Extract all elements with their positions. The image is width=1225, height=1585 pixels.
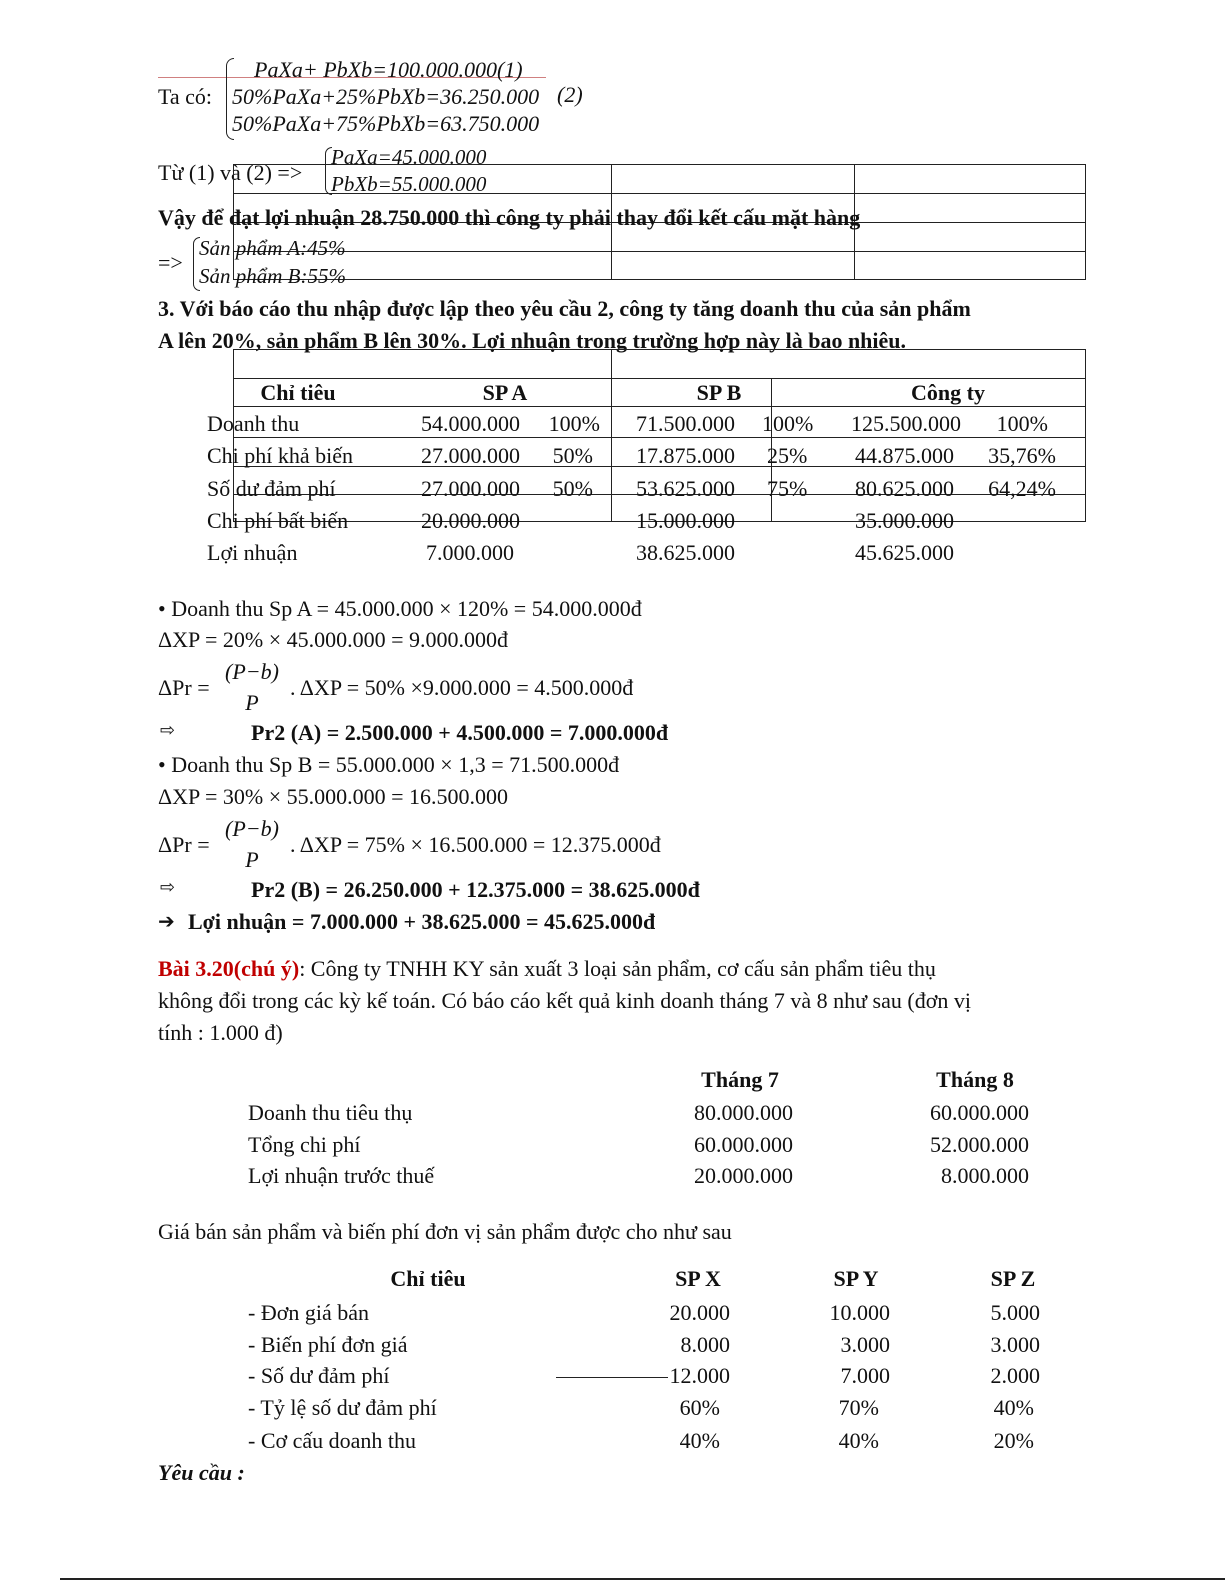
calc-a-line2: ΔXP = 20% × 45.000.000 = 9.000.000đ bbox=[158, 627, 509, 652]
income-row-c: 35.000.000 bbox=[855, 508, 954, 533]
income-row-a: 27.000.000 bbox=[421, 443, 520, 468]
income-header-chitieu: Chỉ tiêu bbox=[260, 380, 336, 405]
exercise-line3: tính : 1.000 đ) bbox=[158, 1020, 283, 1045]
income-row-a: 20.000.000 bbox=[421, 508, 520, 533]
exercise-text1: : Công ty TNHH KY sản xuất 3 loại sản phẩm, cơ cấu sản phẩm tiêu thụ bbox=[299, 956, 936, 981]
month-row-label: Lợi nhuận trước thuế bbox=[248, 1163, 435, 1188]
total-arrow-icon: ➔ bbox=[158, 909, 175, 933]
calc-a-line1: • Doanh thu Sp A = 45.000.000 × 120% = 54.000.000đ bbox=[158, 596, 642, 621]
derive-eq1: PaXa=45.000.000 bbox=[331, 145, 487, 169]
income-row-label: Chi phí khả biến bbox=[207, 443, 354, 468]
calc-a-result: Pr2 (A) = 2.500.000 + 4.500.000 = 7.000.000đ bbox=[251, 720, 669, 745]
derive-eq2: PbXb=55.000.000 bbox=[331, 172, 487, 196]
income-row-a-pct: 100% bbox=[548, 411, 600, 436]
calc-a-fraction-denominator: P bbox=[245, 690, 259, 715]
price-row-z: 3.000 bbox=[990, 1332, 1040, 1357]
income-row-label: Số dư đảm phí bbox=[207, 476, 336, 501]
income-row-b-pct: 25% bbox=[767, 443, 808, 468]
income-row-c-pct: 100% bbox=[996, 411, 1048, 436]
exercise-line2: không đổi trong các kỳ kế toán. Có báo cáo kết quả kinh doanh tháng 7 và 8 như sau (đơn vị bbox=[158, 988, 971, 1013]
price-header-spz: SP Z bbox=[990, 1266, 1036, 1291]
income-header-spa: SP A bbox=[482, 380, 528, 405]
income-row-c: 45.625.000 bbox=[855, 540, 954, 565]
question3-line1: 3. Với báo cáo thu nhập được lập theo yêu cầu 2, công ty tăng doanh thu của sản phẩm bbox=[158, 296, 971, 321]
upper-grid-row-line bbox=[233, 193, 1086, 194]
month-row-label: Tổng chi phí bbox=[248, 1132, 361, 1157]
income-row-b: 15.000.000 bbox=[636, 508, 735, 533]
month-header-7: Tháng 7 bbox=[701, 1067, 779, 1092]
conclusion-text: Vậy để đạt lợi nhuận 28.750.000 thì công ty phải thay đổi kết cấu mặt hàng bbox=[158, 205, 861, 230]
income-row-label: Lợi nhuận bbox=[207, 540, 298, 565]
system-eq1: PaXa+ PbXb=100.000.000(1) bbox=[254, 57, 523, 82]
month-row-m8: 8.000.000 bbox=[941, 1163, 1029, 1188]
income-header-spb: SP B bbox=[696, 380, 742, 405]
calc-b-fraction-numerator: (P−b) bbox=[225, 816, 279, 841]
price-row-z: 20% bbox=[993, 1428, 1034, 1453]
calc-a-fraction-numerator: (P−b) bbox=[225, 659, 279, 684]
structure-arrow: => bbox=[158, 250, 183, 275]
price-row-y: 10.000 bbox=[829, 1300, 890, 1325]
price-row-z: 5.000 bbox=[990, 1300, 1040, 1325]
month-header-8: Tháng 8 bbox=[936, 1067, 1014, 1092]
income-row-a-pct: 50% bbox=[552, 443, 593, 468]
price-header-chitieu: Chỉ tiêu bbox=[390, 1266, 466, 1291]
income-row-c: 80.625.000 bbox=[855, 476, 954, 501]
income-row-b: 17.875.000 bbox=[636, 443, 735, 468]
income-row-b: 38.625.000 bbox=[636, 540, 735, 565]
calc-a-dpr-label: ΔPr = bbox=[158, 675, 210, 700]
income-row-a-pct: 50% bbox=[552, 476, 593, 501]
total-text: Lợi nhuận = 7.000.000 + 38.625.000 = 45.625.000đ bbox=[188, 909, 656, 934]
income-row-c: 44.875.000 bbox=[855, 443, 954, 468]
calc-b-arrow-icon: ⇨ bbox=[160, 877, 176, 898]
price-row-y: 40% bbox=[838, 1428, 879, 1453]
income-row-label: Chi phí bất biến bbox=[207, 508, 349, 533]
calc-a-line3: . ΔXP = 50% ×9.000.000 = 4.500.000đ bbox=[290, 675, 634, 700]
price-row-label: - Số dư đảm phí bbox=[248, 1363, 390, 1388]
structure-a: Sản phẩm A:45% bbox=[199, 236, 346, 260]
income-table-row-line bbox=[233, 378, 1086, 379]
income-row-b-pct: 100% bbox=[762, 411, 814, 436]
income-row-c-pct: 64,24% bbox=[988, 476, 1056, 501]
system-label: Ta có: bbox=[158, 84, 213, 109]
requirement-heading: Yêu cầu : bbox=[158, 1460, 245, 1485]
month-row-label: Doanh thu tiêu thụ bbox=[248, 1100, 413, 1125]
month-row-m7: 80.000.000 bbox=[694, 1100, 793, 1125]
price-row-label: - Tỷ lệ số dư đảm phí bbox=[248, 1395, 437, 1420]
income-row-a: 27.000.000 bbox=[421, 476, 520, 501]
income-row-a: 54.000.000 bbox=[421, 411, 520, 436]
income-row-b: 71.500.000 bbox=[636, 411, 735, 436]
system-eq2: 50%PaXa+25%PbXb=36.250.000 bbox=[232, 84, 540, 109]
system-eq2-tag: (2) bbox=[557, 82, 583, 107]
month-row-m7: 20.000.000 bbox=[694, 1163, 793, 1188]
month-row-m8: 60.000.000 bbox=[930, 1100, 1029, 1125]
calc-b-line3: . ΔXP = 75% × 16.500.000 = 12.375.000đ bbox=[290, 832, 661, 857]
derive-label: Từ (1) và (2) => bbox=[158, 160, 303, 185]
calc-b-line2: ΔXP = 30% × 55.000.000 = 16.500.000 bbox=[158, 784, 509, 809]
calc-b-result: Pr2 (B) = 26.250.000 + 12.375.000 = 38.625.000đ bbox=[251, 877, 700, 902]
price-header-spy: SP Y bbox=[833, 1266, 879, 1291]
calc-b-line1: • Doanh thu Sp B = 55.000.000 × 1,3 = 71.500.000đ bbox=[158, 752, 620, 777]
income-header-company: Công ty bbox=[911, 380, 985, 405]
price-row-y: 70% bbox=[838, 1395, 879, 1420]
income-row-label: Doanh thu bbox=[207, 411, 300, 436]
calc-b-dpr-label: ΔPr = bbox=[158, 832, 210, 857]
month-row-m7: 60.000.000 bbox=[694, 1132, 793, 1157]
page-bottom-rule bbox=[60, 1578, 1225, 1580]
price-row-z: 40% bbox=[993, 1395, 1034, 1420]
price-row-y: 7.000 bbox=[840, 1363, 890, 1388]
price-row-label: - Đơn giá bán bbox=[248, 1300, 369, 1325]
income-row-b-pct: 75% bbox=[767, 476, 808, 501]
structure-b: Sản phẩm B:55% bbox=[199, 264, 346, 288]
month-row-m8: 52.000.000 bbox=[930, 1132, 1029, 1157]
exercise-title: Bài 3.20(chú ý) bbox=[158, 956, 300, 981]
price-row-x: 40% bbox=[679, 1428, 720, 1453]
price-row-x: 12.000 bbox=[669, 1363, 730, 1388]
income-row-a: 7.000.000 bbox=[426, 540, 514, 565]
price-row-label: - Biến phí đơn giá bbox=[248, 1332, 408, 1357]
price-row-x: 20.000 bbox=[669, 1300, 730, 1325]
upper-grid-row-line bbox=[233, 251, 1086, 252]
income-row-c: 125.500.000 bbox=[851, 411, 961, 436]
price-row-x: 60% bbox=[679, 1395, 720, 1420]
price-header-spx: SP X bbox=[675, 1266, 721, 1291]
income-row-b: 53.625.000 bbox=[636, 476, 735, 501]
question3-line2: A lên 20%, sản phẩm B lên 30%. Lợi nhuận trong trường hợp này là bao nhiêu. bbox=[158, 328, 907, 353]
price-row-x: 8.000 bbox=[680, 1332, 730, 1357]
income-row-c-pct: 35,76% bbox=[988, 443, 1056, 468]
price-row-label: - Cơ cấu doanh thu bbox=[248, 1428, 417, 1453]
calc-b-fraction-denominator: P bbox=[245, 847, 259, 872]
price-row-z: 2.000 bbox=[990, 1363, 1040, 1388]
price-intro: Giá bán sản phẩm và biến phí đơn vị sản phẩm được cho như sau bbox=[158, 1219, 732, 1244]
system-eq3: 50%PaXa+75%PbXb=63.750.000 bbox=[232, 111, 540, 136]
calc-a-arrow-icon: ⇨ bbox=[160, 720, 176, 741]
price-row-y: 3.000 bbox=[840, 1332, 890, 1357]
exercise-line1 bbox=[158, 956, 936, 982]
